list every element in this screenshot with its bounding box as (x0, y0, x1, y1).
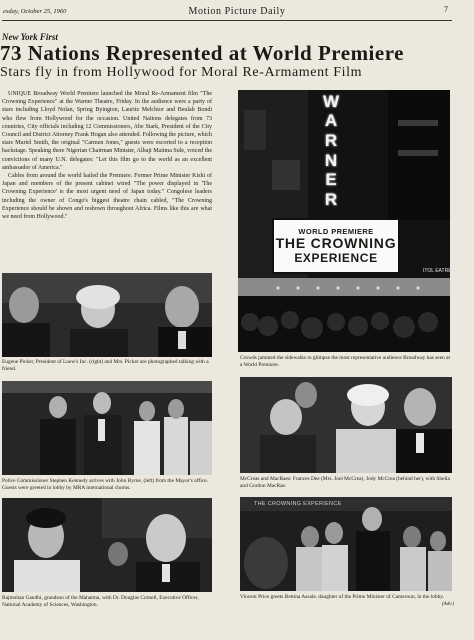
article-subhead: Stars fly in from Hollywood for Moral Re-Armament Film (0, 65, 363, 80)
sign-letter: R (324, 131, 338, 151)
warner-vertical-sign (316, 92, 346, 210)
marquee-line: WORLD PREMIERE (298, 227, 374, 236)
theatre-marquee (272, 218, 400, 274)
picker-caption: Eugene Picker, President of Loew's Inc. (right) and Mrs. Picker are photographed talking with a friend. (2, 359, 209, 372)
side-sign: ITOL EATRE (423, 268, 452, 274)
sign-letter: W (322, 91, 340, 111)
picker-photo-art (2, 273, 212, 357)
gandhi-photo (2, 498, 212, 592)
prince-caption: Vincent Price greets Bettina Assale, daughter of the Prime Minister of Cameroun, in the lobby. (240, 594, 444, 600)
advertisement-marker: (Adv.) (442, 602, 454, 607)
sign-letter: R (324, 190, 338, 210)
prince-photo (240, 497, 452, 591)
marquee-title: EXPERIENCE (294, 251, 378, 265)
header-rule (2, 20, 452, 21)
theatre-caption: Crowds jammed the sidewalks to glimpse the most representative audience Broadway has seen at a World Premiere. (240, 355, 451, 368)
article-headline: 73 Nations Represented at World Premiere (0, 41, 404, 65)
page-number: 7 (444, 5, 448, 14)
section-tag: New York First (2, 32, 58, 42)
sign-letter: E (325, 170, 337, 190)
article-body (2, 90, 212, 221)
mccreas-photo (240, 377, 452, 473)
mccreas-caption: McCreas and MacRaes: Frances Dee (Mrs. Joel McCrea), Jody McCrea (behind her), with Sheila and Gordon MacRae. (240, 476, 450, 489)
article-paragraph: Cables from around the world hailed the Premiere. Former Prime Minister Kishi of Japan and members of the present cabinet wired "The power displayed in 'The Crowning Experience' is the most urgent need of Japan today." Congolese leaders including the owner of Congo's biggest theatre chain cabled, "The Crowning Experience should be shown and reshown throughout Africa. Films like this are what we need from Hollywood." (2, 173, 212, 221)
kennedy-photo-art (2, 381, 212, 475)
prince-photo-art (240, 497, 452, 591)
picker-photo (2, 273, 212, 357)
gandhi-caption: Rajmohan Gandhi, grandson of the Mahatma, with Dr. Douglas Cornell, Executive Officer, National Academy of Sciences, Washington. (2, 595, 199, 608)
publication-name: Motion Picture Daily (188, 6, 286, 17)
sign-letter: A (324, 111, 338, 131)
lobby-banner: THE CROWNING EXPERIENCE (254, 501, 342, 507)
sign-letter: N (324, 150, 338, 170)
mccreas-photo-art (240, 377, 452, 473)
kennedy-caption: Police Commissioner Stephen Kennedy arrives with John Byrne, (left) from the Mayor's office. Guests were greeted in lobby by MRA international chorus. (2, 478, 208, 491)
marquee-title: THE CROWNING (275, 235, 397, 251)
kennedy-photo (2, 381, 212, 475)
gandhi-photo-art (2, 498, 212, 592)
issue-date: esday, October 25, 1960 (3, 8, 67, 15)
article-paragraph: UNIQUE Broadway World Premiere launched the Moral Re-Armament film "The Crowning Experience" at the Warner Theatre, Friday. In the audience were a party of stars including Lloyd Nolan, Spring Byington, Lauritz Melchior and Beulah Bondi who flew from Hollywood for the occasion. United Nations delegates from 73 countries, City officials including 12 Commissioners, Abe Stark, President of the City Council and District Attorney Frank Hogan also attended. Following the picture, which stars Muriel Smith, the original "Carmen Jones," guests were escorted to a reception backstage. Speaking there Nigerian Chairman Minister, Alhaji Maitma Sule, voiced the convictions of many U.N. delegates: "Let this film go to the world as an excellent ambassador of America." (2, 91, 212, 171)
